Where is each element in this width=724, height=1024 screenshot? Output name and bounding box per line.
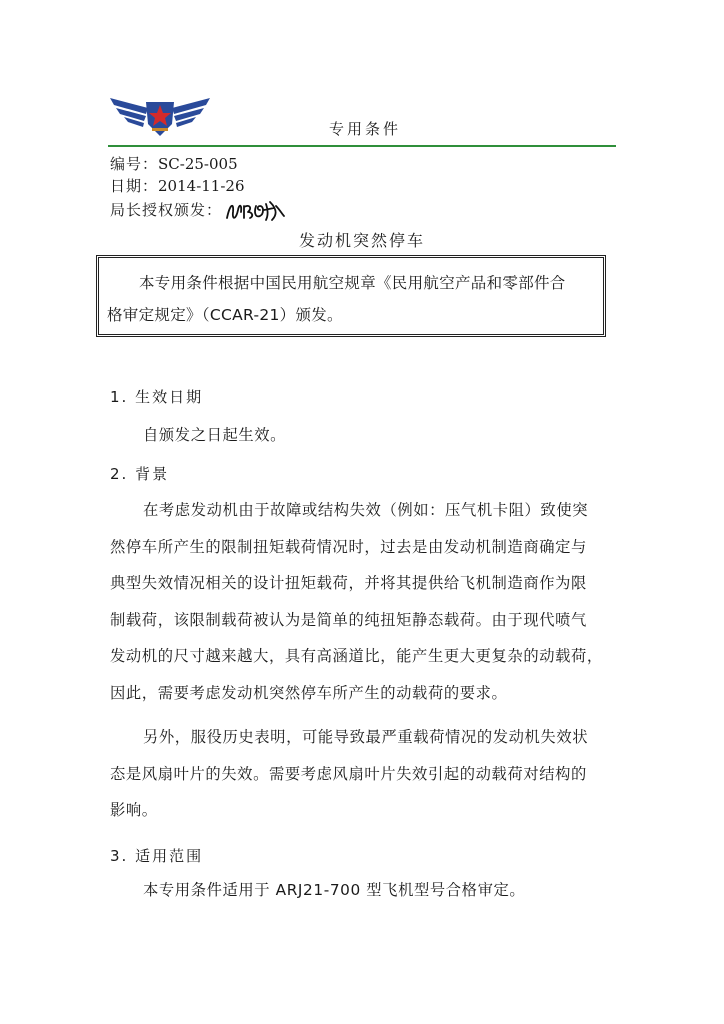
statement-line: 本专用条件根据中国民用航空规章《民用航空产品和零部件合 [139, 274, 566, 292]
section-heading-scope: 3. 适用范围 [110, 847, 204, 865]
paragraph-line: 制载荷，该限制载荷被认为是简单的纯扭矩静态载荷。由于现代喷气 [110, 610, 587, 629]
document-date-value: 2014-11-26 [158, 177, 245, 195]
issuer-label: 局长授权颁发： [110, 201, 223, 219]
header-title: 专用条件 [328, 120, 401, 138]
section-heading-effective-date: 1. 生效日期 [110, 388, 204, 406]
document-number-value: SC-25-005 [158, 155, 238, 173]
paragraph [110, 417, 616, 454]
document-number [110, 154, 238, 175]
document-date [110, 176, 245, 197]
paragraph [110, 492, 616, 711]
signature-icon [224, 198, 286, 224]
issuance-statement-box [96, 255, 606, 337]
issuer [110, 198, 286, 224]
paragraph-line: 然停车所产生的限制扭矩载荷情况时，过去是由发动机制造商确定与 [110, 537, 587, 556]
paragraph [110, 719, 616, 829]
paragraph-line: 因此，需要考虑发动机突然停车所产生的动载荷的要求。 [110, 683, 508, 702]
caac-emblem-icon [108, 92, 212, 138]
paragraph-line: 另外，服役历史表明，可能导致最严重载荷情况的发动机失效状 [143, 728, 589, 746]
paragraph-line: 影响。 [110, 801, 158, 819]
paragraph-line: 本专用条件适用于 ARJ21-700 型飞机型号合格审定。 [143, 881, 526, 899]
paragraph-line: 典型失效情况相关的设计扭矩载荷，并将其提供给飞机制造商作为限 [110, 574, 587, 592]
paragraph-line: 态是风扇叶片的失效。需要考虑风扇叶片失效引起的动载荷对结构的 [110, 764, 587, 783]
paragraph [110, 872, 616, 909]
paragraph-line: 发动机的尺寸越来越大，具有高涵道比，能产生更大更复杂的动载荷， [110, 647, 603, 665]
section-heading-background: 2. 背景 [110, 465, 170, 483]
document-number-label: 编号： [110, 155, 159, 173]
header-divider [108, 145, 616, 147]
paragraph-line: 在考虑发动机由于故障或结构失效（例如：压气机卡阻）致使突 [143, 501, 589, 519]
paragraph-line: 自颁发之日起生效。 [143, 426, 287, 444]
document-title: 发动机突然停车 [298, 231, 425, 250]
document-date-label: 日期： [110, 177, 159, 195]
statement-line: 格审定规定》（CCAR-21）颁发。 [107, 306, 343, 324]
